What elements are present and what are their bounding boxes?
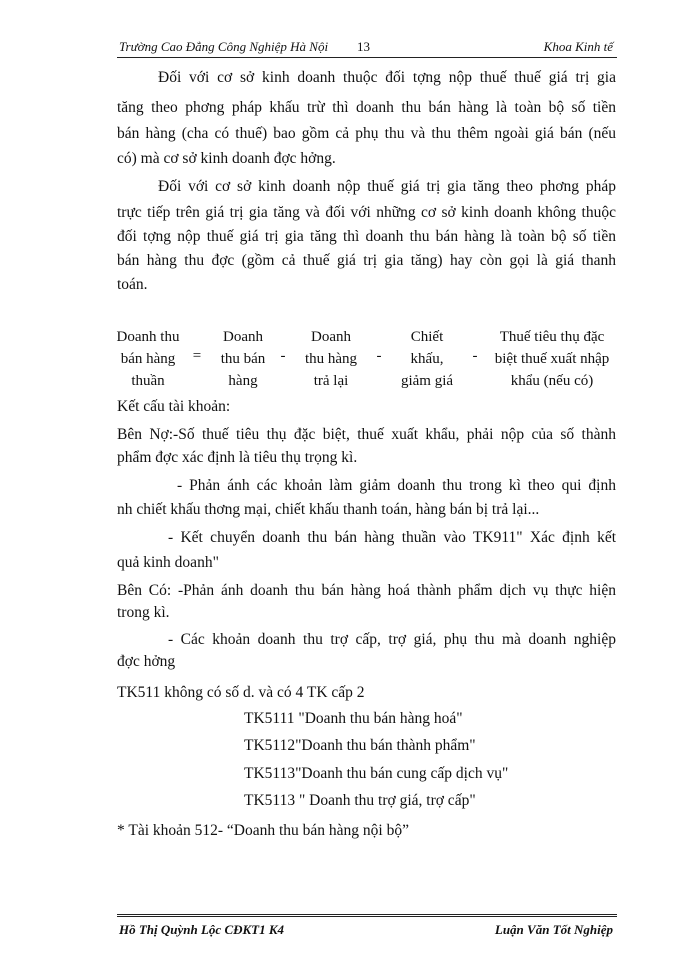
sub-account-line: TK5112"Doanh thu bán thành phẩm" bbox=[244, 737, 476, 754]
header-faculty: Khoa Kinh tế bbox=[543, 39, 613, 54]
section-title: Kết cấu tài khoản: bbox=[117, 398, 231, 415]
debit-line: quả kinh doanh" bbox=[117, 554, 219, 571]
formula-text: hàng bbox=[228, 373, 258, 389]
paragraph-line: tăng theo phơng pháp khấu trừ thì doanh thu bán hàng là toàn bộ số tiền bbox=[117, 99, 616, 116]
header-school: Trường Cao Đẳng Công Nghiệp Hà Nội bbox=[119, 39, 329, 54]
credit-line: đợc hởng bbox=[117, 653, 176, 670]
debit-line: nh chiết khấu thơng mại, chiết khấu thanh toán, hàng bán bị trả lại... bbox=[117, 501, 540, 518]
formula-text: Doanh bbox=[311, 329, 351, 345]
formula-taxes bbox=[484, 326, 620, 392]
credit-line: Bên Có: -Phản ánh doanh thu bán hàng hoá thành phẩm dịch vụ thực hiện bbox=[117, 582, 616, 599]
tk512-line: * Tài khoản 512- “Doanh thu bán hàng nội bộ” bbox=[117, 822, 409, 839]
formula-text: thu hàng bbox=[304, 351, 358, 367]
formula-text: trả lại bbox=[313, 373, 349, 389]
debit-line: - Kết chuyển doanh thu bán hàng thuần vào TK911" Xác định kết bbox=[168, 529, 616, 546]
tk511-line: TK511 không có số d. và có 4 TK cấp 2 bbox=[117, 684, 365, 701]
paragraph-line: bán hàng thu đợc (gồm cả thuế giá trị gia tăng) hay còn gọi là giá thanh bbox=[117, 252, 616, 269]
formula-text: Doanh bbox=[223, 329, 263, 345]
formula-text: bán hàng bbox=[120, 351, 176, 367]
formula-sales-revenue bbox=[206, 326, 280, 392]
formula-text: Doanh thu bbox=[116, 329, 180, 345]
minus-operator: - bbox=[472, 348, 478, 364]
paragraph-line: đối tợng nộp thuế giá trị gia tăng thì doanh thu bán hàng là toàn bộ số tiền bbox=[117, 228, 616, 245]
paragraph-line: có) mà cơ sở kinh doanh đợc hởng. bbox=[117, 150, 336, 167]
formula-text: khẩu (nếu có) bbox=[510, 373, 594, 389]
credit-line: - Các khoản doanh thu trợ cấp, trợ giá, phụ thu mà doanh nghiệp bbox=[168, 631, 616, 648]
sub-account-line: TK5111 "Doanh thu bán hàng hoá" bbox=[244, 710, 463, 727]
debit-line: Bên Nợ:-Số thuế tiêu thụ đặc biệt, thuế xuất khẩu, phải nộp của số thành bbox=[117, 426, 616, 443]
credit-line: trong kì. bbox=[117, 604, 170, 621]
formula-text: khấu, bbox=[410, 351, 444, 367]
paragraph-line: bán hàng (cha có thuế) bao gồm cả phụ thu và thu thêm ngoài giá bán (nếu bbox=[117, 125, 616, 142]
paragraph-line: Đối với cơ sở kinh doanh nộp thuế giá trị gia tăng theo phơng pháp bbox=[158, 178, 616, 195]
revenue-formula bbox=[110, 326, 620, 396]
page-number: 13 bbox=[357, 39, 370, 54]
formula-discounts bbox=[386, 326, 468, 392]
sub-account-line: TK5113 " Doanh thu trợ giá, trợ cấp" bbox=[244, 792, 476, 809]
paragraph-line: Đối với cơ sở kinh doanh thuộc đối tợng nộp thuế thuế giá trị gia bbox=[158, 69, 616, 86]
formula-net-revenue bbox=[110, 326, 186, 392]
debit-line: - Phản ánh các khoản làm giảm doanh thu trong kì theo qui định bbox=[177, 477, 616, 494]
paragraph-line: trực tiếp trên giá trị gia tăng và đối với những cơ sở kinh doanh không thuộc bbox=[117, 204, 616, 221]
paragraph-line: toán. bbox=[117, 276, 148, 293]
formula-text: thuần bbox=[131, 373, 165, 389]
formula-returns bbox=[290, 326, 372, 392]
minus-operator: - bbox=[376, 348, 382, 364]
footer-thesis: Luận Văn Tốt Nghiệp bbox=[494, 922, 613, 937]
page-footer bbox=[117, 914, 617, 940]
formula-text: Thuế tiêu thụ đặc bbox=[499, 329, 605, 345]
debit-line: phẩm đợc xác định là tiêu thụ trọng kì. bbox=[117, 449, 358, 466]
formula-text: thu bán bbox=[220, 351, 266, 367]
formula-text: biệt thuế xuất nhập bbox=[494, 351, 610, 367]
formula-text: Chiết bbox=[410, 329, 444, 345]
minus-operator: - bbox=[280, 348, 286, 364]
formula-text: giảm giá bbox=[400, 373, 454, 389]
sub-account-line: TK5113"Doanh thu bán cung cấp dịch vụ" bbox=[244, 765, 509, 782]
footer-author: Hồ Thị Quỳnh Lộc CĐKT1 K4 bbox=[119, 922, 285, 937]
equals-operator: = bbox=[192, 348, 202, 364]
